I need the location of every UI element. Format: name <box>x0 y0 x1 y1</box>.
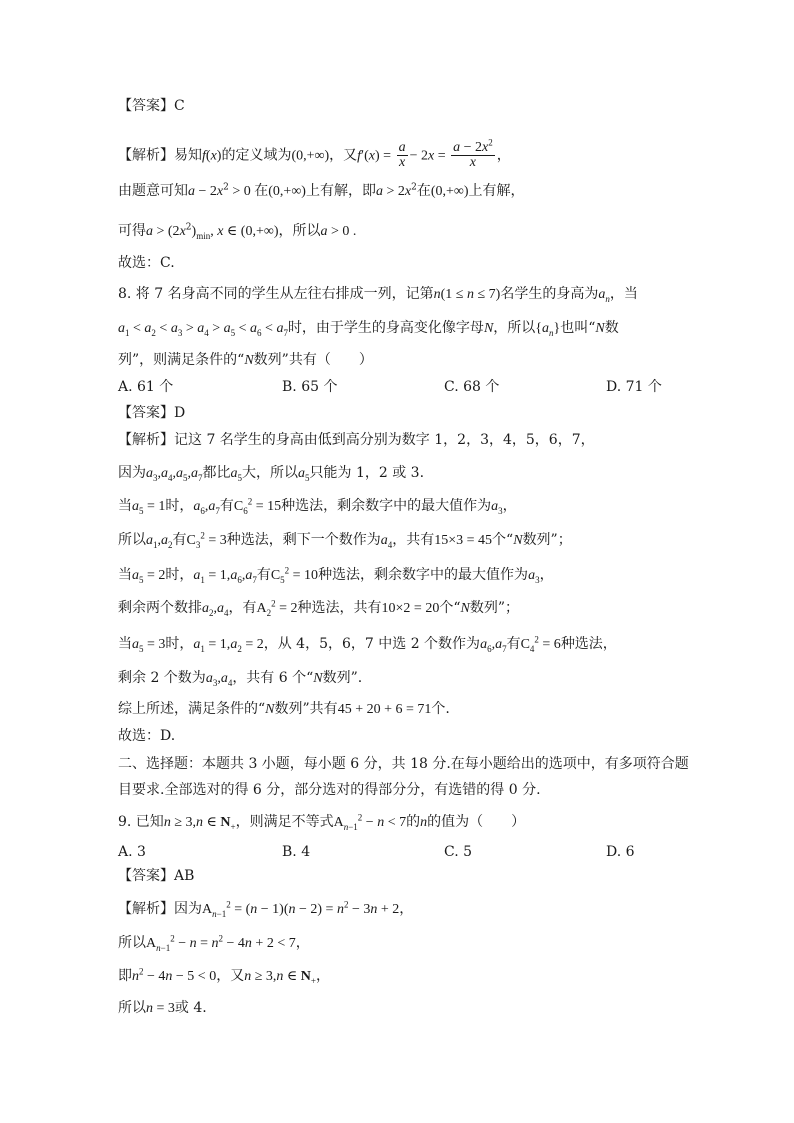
q9-analysis-line4: 所以n = 3或 4. <box>118 1000 207 1016</box>
q9-option-c: C. 5 <box>444 844 473 860</box>
q8-analysis-line1: 【解析】记这 7 名学生的身高由低到高分别为数字 1，2，3，4，5，6，7， <box>118 432 595 448</box>
q8-answer: 【答案】D <box>118 405 186 421</box>
q8-analysis-line5: 当$a_5 = 2$时，$a_1 = 1,a_6,a_7$有$C_5^2 = 10$种选法，剩余数字中的最大值作为$a_3$， <box>118 565 554 585</box>
q8-option-a: A. 61 个 <box>118 379 174 395</box>
q9-analysis-line1: 【解析】因为$A_{n-1}^2 = (n - 1)(n - 2) = n^2 - 3n + 2$， <box>118 899 414 919</box>
q8-stem-line1: 8. 将 7 名身高不同的学生从左往右排成一列，记第n(1 ≤ n ≤ 7)名学生的身高为$a_n$，当 <box>118 286 638 304</box>
q9-option-d: D. 6 <box>606 844 635 860</box>
q9-answer: 【答案】AB <box>118 868 195 884</box>
q8-analysis-line8: 剩余 2 个数为$a_3,a_4$，共有 6 个“N数列”. <box>118 670 363 688</box>
q9-stem: 9. 已知n ≥ 3,n ∈ $N_+$，则满足不等式$A_{n-1}^2 - n < 7$的n的值为（ ） <box>118 812 526 832</box>
q8-analysis-line6: 剩余两个数排$a_2,a_4$，有$A_2^2 = 2$种选法，共有10×2 = 20个“N数列”； <box>118 598 520 618</box>
q9-option-a: A. 3 <box>118 844 146 860</box>
q9-analysis-line2: 所以$A_{n-1}^2 - n = n^2 - 4n + 2 < 7$， <box>118 933 310 953</box>
section2-heading-line1: 二、选择题：本题共 3 小题，每小题 6 分，共 18 分.在每小题给出的选项中，有多项符合题 <box>118 756 689 772</box>
q8-analysis-line7: 当$a_5 = 3$时，$a_1 = 1,a_2 = 2$，从 4，5，6，7 中选 2 个数作为$a_6,a_7$有$C_4^2 = 6$种选法， <box>118 634 617 654</box>
q7-analysis-line1: 【解析】易知f(x)的定义域为(0,+∞)，又f′(x) = $\frac{a}{x}$ − 2x = $\frac{a - 2x^2}{x}$ ， <box>118 137 511 170</box>
q7-analysis-line3: 可得$a > (2x^2)_{min}$, x ∈ (0,+∞)，所以a > 0 . <box>118 222 357 241</box>
q9-analysis-line3: 即$n^2 - 4n - 5 < 0$，又n ≥ 3,n ∈ $N_+$， <box>118 966 330 986</box>
q7-analysis-line2: 由题意可知$a - 2x^2 > 0$ 在(0,+∞)上有解，即$a > 2x^2$在(0,+∞)上有解， <box>118 182 525 199</box>
q9-option-b: B. 4 <box>282 844 311 860</box>
q7-conclusion: 故选：C. <box>118 255 175 271</box>
q8-option-c: C. 68 个 <box>444 379 500 395</box>
section2-heading-line2: 目要求.全部选对的得 6 分，部分选对的得部分分，有选错的得 0 分. <box>118 782 541 798</box>
q8-analysis-line2: 因为$a_3,a_4,a_5,a_7$都比$a_5$大，所以$a_5$只能为 1，2 或 3. <box>118 465 425 483</box>
q8-option-b: B. 65 个 <box>282 379 338 395</box>
q7-answer: 【答案】C <box>118 98 185 114</box>
q8-analysis-line4: 所以$a_1,a_2$有$C_3^2 = 3$种选法，剩下一个数作为$a_4$，共有15×3 = 45个“N数列”； <box>118 530 572 550</box>
q8-analysis-line3: 当$a_5 = 1$时，$a_6,a_7$有$C_6^2 = 15$种选法，剩余数字中的最大值作为$a_3$， <box>118 496 517 516</box>
q8-conclusion: 故选：D. <box>118 728 176 744</box>
q8-analysis-line9: 综上所述，满足条件的“N数列”共有45 + 20 + 6 = 71个. <box>118 701 450 717</box>
q8-stem-line3: 列”，则满足条件的“N数列”共有（ ） <box>118 352 373 368</box>
q8-option-d: D. 71 个 <box>606 379 662 395</box>
q8-stem-line2: $a_1 < a_2 < a_3 > a_4 > a_5 < a_6 < a_7$时，由于学生的身高变化像字母N，所以$\{a_n\}$也叫“N数 <box>118 320 619 338</box>
